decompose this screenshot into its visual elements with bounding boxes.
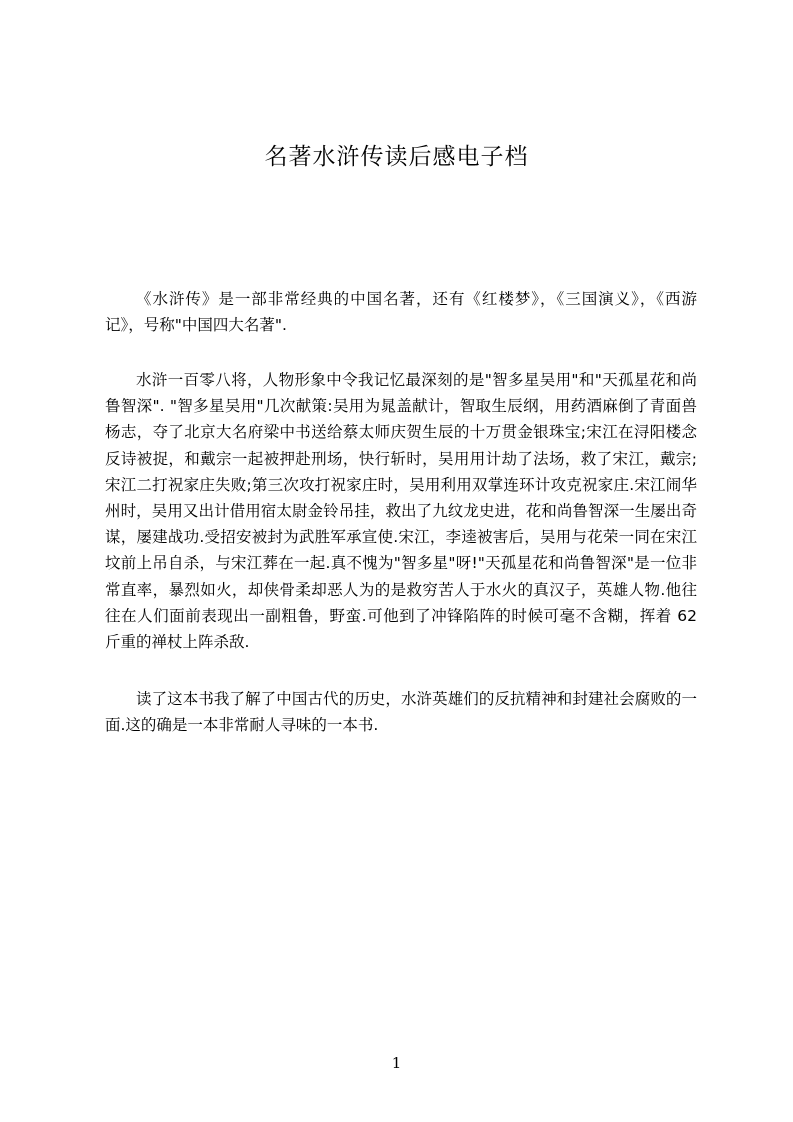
paragraph-characters: 水浒一百零八将，人物形象中令我记忆最深刻的是"智多星吴用"和"天孤星花和尚鲁智深". "智多星吴用"几次献策:吴用为晁盖献计，智取生辰纲，用药酒麻倒了青面兽杨志，夺了北京大名府梁中书送给蔡太师庆贺生辰的十万贯金银珠宝;宋江在浔阳楼念反诗被捉，和戴宗一起被押赴刑场，快行斩时，吴用用计劫了法场，救了宋江，戴宗;宋江二打祝家庄失败;第三次攻打祝家庄时，吴用利用双掌连环计攻克祝家庄.宋江闹华州时，吴用又出计借用宿太尉金铃吊挂，救出了九纹龙史进，花和尚鲁智深一生屡出奇谋，屡建战功.受招安被封为武胜军承宣使.宋江，李逵被害后，吴用与花荣一同在宋江坟前上吊自杀，与宋江葬在一起.真不愧为"智多星"呀!"天孤星花和尚鲁智深"是一位非常直率，暴烈如火，却侠骨柔却恶人为的是救穷苦人于水火的真汉子，英雄人物.他往往在人们面前表现出一副粗鲁，野蛮.可他到了冲锋陷阵的时候可毫不含糊，挥着 62 斤重的禅杖上阵杀敌.	[105, 371, 697, 652]
paragraph-conclusion: 读了这本书我了解了中国古代的历史，水浒英雄们的反抗精神和封建社会腐败的一面.这的确是一本非常耐人寻味的一本书.	[105, 690, 697, 735]
paragraph-intro: 《水浒传》是一部非常经典的中国名著，还有《红楼梦》，《三国演义》，《西游记》，号称"中国四大名著".	[105, 290, 697, 335]
document-title: 名著水浒传读后感电子档	[264, 144, 529, 170]
page-number: 1	[391, 1054, 402, 1072]
